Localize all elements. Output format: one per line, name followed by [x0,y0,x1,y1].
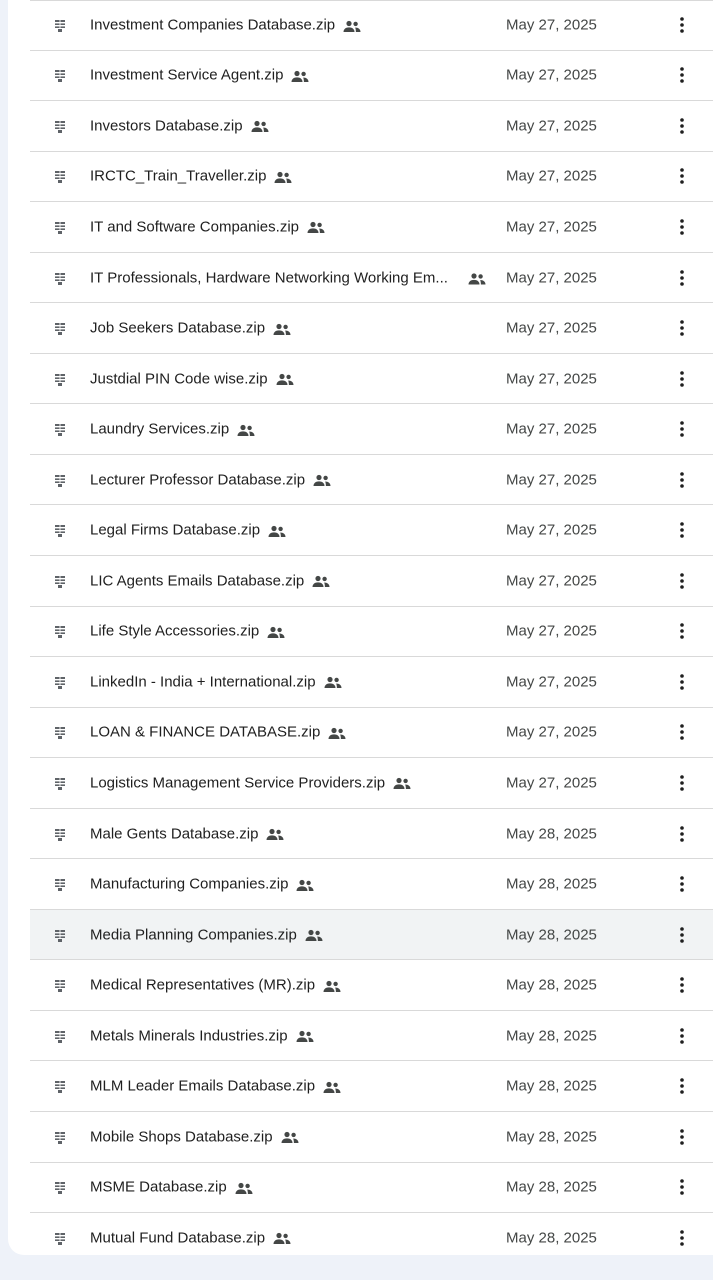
file-name: Male Gents Database.zip [90,825,259,843]
file-name: MSME Database.zip [90,1178,227,1196]
more-vert-icon[interactable] [674,673,690,691]
zip-file-icon [55,777,65,789]
more-vert-icon[interactable] [674,269,690,287]
file-name-group [90,1027,314,1044]
file-row[interactable] [30,253,713,304]
file-name: Medical Representatives (MR).zip [90,976,316,994]
zip-file-icon [55,1232,65,1244]
shared-people-icon [273,1232,291,1244]
zip-file-icon [55,423,65,435]
file-date: May 28, 2025 [506,825,597,843]
zip-file-icon [55,828,65,840]
more-vert-icon[interactable] [674,1077,690,1095]
file-row[interactable] [30,1112,713,1163]
file-name: IT Professionals, Hardware Networking Working Em... [90,269,448,286]
zip-file-icon [55,726,65,738]
file-name: MLM Leader Emails Database.zip [90,1077,316,1095]
file-name: Mobile Shops Database.zip [90,1128,273,1146]
file-name: Media Planning Companies.zip [90,926,297,944]
zip-file-icon [55,272,65,284]
file-name-group [90,17,361,34]
file-row[interactable] [30,809,713,860]
file-name: IRCTC_Train_Traveller.zip [90,167,267,185]
more-vert-icon[interactable] [674,774,690,792]
file-date: May 28, 2025 [506,1229,597,1247]
file-date: May 27, 2025 [506,117,597,135]
file-date: May 27, 2025 [506,723,597,741]
shared-people-icon [266,828,284,840]
zip-file-icon [55,1080,65,1092]
file-name: Laundry Services.zip [90,420,230,438]
shared-people-icon [296,878,314,890]
file-row[interactable] [30,455,713,506]
file-name-group [90,926,323,943]
shared-people-icon [305,929,323,941]
file-date: May 28, 2025 [506,1077,597,1095]
file-row[interactable] [30,202,713,253]
zip-file-icon [55,575,65,587]
file-date: May 27, 2025 [506,572,597,590]
zip-file-icon [55,1030,65,1042]
file-row[interactable] [30,910,713,961]
file-name-group [90,471,331,488]
file-name: Lecturer Professor Database.zip [90,471,306,489]
more-vert-icon[interactable] [674,1229,690,1247]
file-name-group [90,370,294,387]
file-name-group [90,724,346,741]
file-row[interactable] [30,758,713,809]
file-date: May 27, 2025 [506,370,597,388]
file-name-group [90,218,325,235]
file-name: Job Seekers Database.zip [90,319,266,337]
file-date: May 27, 2025 [506,471,597,489]
file-date: May 27, 2025 [506,167,597,185]
file-list-panel [8,0,713,1255]
file-name: Justdial PIN Code wise.zip [90,370,268,388]
more-vert-icon[interactable] [674,16,690,34]
shared-people-icon [393,777,411,789]
zip-file-icon [55,170,65,182]
file-date: May 27, 2025 [506,622,597,640]
file-row[interactable] [30,708,713,759]
shared-people-icon [323,1080,341,1092]
file-name-group [90,522,286,539]
shared-people-icon [291,69,309,81]
file-row[interactable] [30,1163,713,1214]
zip-file-icon [55,322,65,334]
more-vert-icon[interactable] [674,66,690,84]
file-name-group [90,168,292,185]
file-date: May 27, 2025 [506,521,597,539]
shared-people-icon [324,676,342,688]
shared-people-icon [274,170,292,182]
file-row[interactable] [30,505,713,556]
file-row[interactable] [30,404,713,455]
file-date: May 28, 2025 [506,875,597,893]
file-name: Life Style Accessories.zip [90,622,260,640]
shared-people-icon [235,1181,253,1193]
zip-file-icon [55,878,65,890]
shared-people-icon [323,979,341,991]
file-date: May 28, 2025 [506,926,597,944]
file-row[interactable] [30,657,713,708]
zip-file-icon [55,19,65,31]
file-name: LIC Agents Emails Database.zip [90,572,305,590]
file-name: LinkedIn - India + International.zip [90,673,316,691]
zip-file-icon [55,221,65,233]
more-vert-icon[interactable] [674,521,690,539]
more-vert-icon[interactable] [674,370,690,388]
file-row[interactable] [30,1061,713,1112]
file-date: May 28, 2025 [506,1178,597,1196]
file-name-group [90,1128,299,1145]
file-name: LOAN & FINANCE DATABASE.zip [90,723,321,741]
shared-people-icon [273,322,291,334]
shared-people-icon [267,625,285,637]
file-name-group [90,320,291,337]
file-name: Investment Service Agent.zip [90,66,284,84]
more-vert-icon[interactable] [674,1128,690,1146]
shared-people-icon [343,19,361,31]
zip-file-icon [55,524,65,536]
file-row[interactable] [30,101,713,152]
file-name-group [90,572,330,589]
more-vert-icon[interactable] [674,875,690,893]
file-name-group [90,623,285,640]
file-name: Investors Database.zip [90,117,243,135]
file-row[interactable] [30,303,713,354]
shared-people-icon [281,1131,299,1143]
shared-people-icon [251,120,269,132]
file-date: May 28, 2025 [506,1027,597,1045]
file-row[interactable] [30,1011,713,1062]
file-name-group [90,876,314,893]
file-name-group [90,673,342,690]
shared-people-icon [307,221,325,233]
file-name-group [90,117,269,134]
file-date: May 28, 2025 [506,976,597,994]
file-name-group [90,1229,291,1246]
more-vert-icon[interactable] [674,976,690,994]
file-name: Investment Companies Database.zip [90,16,336,34]
file-name-group [90,67,309,84]
zip-file-icon [55,625,65,637]
file-name: Mutual Fund Database.zip [90,1229,266,1247]
zip-file-icon [55,373,65,385]
more-vert-icon[interactable] [674,622,690,640]
file-row[interactable] [30,152,713,203]
shared-people-icon [468,272,486,284]
file-name-group [90,421,255,438]
file-date: May 28, 2025 [506,1128,597,1146]
more-vert-icon[interactable] [674,471,690,489]
file-date: May 27, 2025 [506,673,597,691]
more-vert-icon[interactable] [674,723,690,741]
file-name-group [90,1078,341,1095]
shared-people-icon [328,726,346,738]
more-vert-icon[interactable] [674,926,690,944]
file-date: May 27, 2025 [506,319,597,337]
zip-file-icon [55,1181,65,1193]
more-vert-icon[interactable] [674,218,690,236]
more-vert-icon[interactable] [674,572,690,590]
more-vert-icon[interactable] [674,1027,690,1045]
file-name: Legal Firms Database.zip [90,521,261,539]
file-date: May 27, 2025 [506,774,597,792]
file-row[interactable] [30,0,713,51]
zip-file-icon [55,69,65,81]
shared-people-icon [312,575,330,587]
shared-people-icon [313,474,331,486]
more-vert-icon[interactable] [674,420,690,438]
file-name: Metals Minerals Industries.zip [90,1027,288,1045]
file-list [30,0,713,1255]
shared-people-icon [276,373,294,385]
file-name: IT and Software Companies.zip [90,218,299,236]
file-name-group [90,825,284,842]
file-row[interactable] [30,354,713,405]
file-name-group [90,774,411,791]
file-row[interactable] [30,960,713,1011]
zip-file-icon [55,676,65,688]
file-date: May 27, 2025 [506,16,597,34]
zip-file-icon [55,1131,65,1143]
zip-file-icon [55,979,65,991]
file-row[interactable] [30,607,713,658]
file-row[interactable] [30,556,713,607]
more-vert-icon[interactable] [674,825,690,843]
more-vert-icon[interactable] [674,319,690,337]
file-row[interactable] [30,1213,713,1255]
file-date: May 27, 2025 [506,269,597,286]
more-vert-icon[interactable] [674,167,690,185]
file-name-group [90,1179,253,1196]
shared-people-icon [237,423,255,435]
file-date: May 27, 2025 [506,420,597,438]
file-date: May 27, 2025 [506,66,597,84]
file-name-group [90,977,341,994]
zip-file-icon [55,929,65,941]
file-name: Manufacturing Companies.zip [90,875,289,893]
more-vert-icon[interactable] [674,117,690,135]
file-row[interactable] [30,859,713,910]
file-row[interactable] [30,51,713,102]
file-name: Logistics Management Service Providers.zip [90,774,386,792]
zip-file-icon [55,120,65,132]
file-date: May 27, 2025 [506,218,597,236]
shared-people-icon [268,524,286,536]
more-vert-icon[interactable] [674,1178,690,1196]
zip-file-icon [55,474,65,486]
shared-people-icon [296,1030,314,1042]
